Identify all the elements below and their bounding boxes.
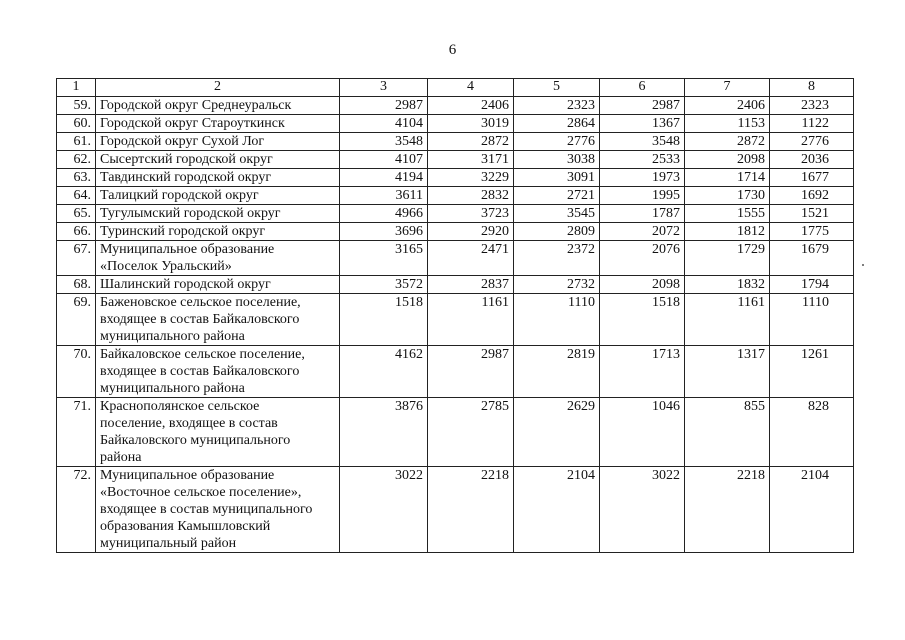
municipality-name — [96, 97, 340, 115]
row-number: 69. — [57, 294, 96, 346]
value-cell: 3572 — [340, 276, 428, 294]
table-row — [57, 97, 854, 115]
value-cell: 1261 — [770, 346, 854, 398]
row-number: 72. — [57, 467, 96, 553]
table-row — [57, 169, 854, 187]
value-cell: 1317 — [685, 346, 770, 398]
value-cell: 1677 — [770, 169, 854, 187]
municipality-name-line: поселение, входящее в состав — [100, 416, 278, 431]
municipality-name-line: Муниципальное образование — [100, 242, 275, 257]
municipality-name — [96, 115, 340, 133]
value-cell: 1367 — [600, 115, 685, 133]
page-number: 6 — [448, 42, 457, 58]
table-row — [57, 115, 854, 133]
column-header: 6 — [600, 79, 685, 97]
value-cell: 2076 — [600, 241, 685, 276]
value-cell: 2987 — [428, 346, 514, 398]
scan-speck — [862, 264, 864, 266]
value-cell: 2872 — [428, 133, 514, 151]
value-cell: 3876 — [340, 398, 428, 467]
value-cell: 1775 — [770, 223, 854, 241]
value-cell: 2832 — [428, 187, 514, 205]
value-cell: 2104 — [514, 467, 600, 553]
value-cell: 2533 — [600, 151, 685, 169]
table-row — [57, 151, 854, 169]
table-row — [57, 133, 854, 151]
municipality-name-line: Муниципальное образование — [100, 468, 275, 483]
value-cell: 1794 — [770, 276, 854, 294]
table-body — [57, 97, 854, 553]
value-cell: 2323 — [770, 97, 854, 115]
value-cell: 2218 — [685, 467, 770, 553]
value-cell: 4194 — [340, 169, 428, 187]
value-cell: 2036 — [770, 151, 854, 169]
value-cell: 1679 — [770, 241, 854, 276]
value-cell: 2819 — [514, 346, 600, 398]
municipality-name-line: муниципального района — [100, 381, 245, 396]
value-cell: 2809 — [514, 223, 600, 241]
value-cell: 1518 — [600, 294, 685, 346]
value-cell: 1122 — [770, 115, 854, 133]
value-cell: 2721 — [514, 187, 600, 205]
header-row — [57, 79, 854, 97]
value-cell: 3696 — [340, 223, 428, 241]
municipality-name-line: входящее в состав муниципального — [100, 502, 313, 517]
data-table — [56, 78, 854, 553]
municipality-name — [96, 346, 340, 398]
row-number: 59. — [57, 97, 96, 115]
municipality-name — [96, 241, 340, 276]
row-number: 71. — [57, 398, 96, 467]
row-number: 70. — [57, 346, 96, 398]
column-header: 4 — [428, 79, 514, 97]
value-cell: 3171 — [428, 151, 514, 169]
value-cell: 2471 — [428, 241, 514, 276]
value-cell: 2785 — [428, 398, 514, 467]
table-row — [57, 467, 854, 553]
value-cell: 828 — [770, 398, 854, 467]
value-cell: 2837 — [428, 276, 514, 294]
municipality-name-line: Талицкий городской округ — [100, 188, 259, 203]
value-cell: 2732 — [514, 276, 600, 294]
row-number: 64. — [57, 187, 96, 205]
value-cell: 2406 — [685, 97, 770, 115]
value-cell: 1812 — [685, 223, 770, 241]
value-cell: 3038 — [514, 151, 600, 169]
value-cell: 1153 — [685, 115, 770, 133]
municipality-name-line: Шалинский городской округ — [100, 277, 271, 292]
value-cell: 4162 — [340, 346, 428, 398]
value-cell: 1714 — [685, 169, 770, 187]
value-cell: 2864 — [514, 115, 600, 133]
value-cell: 2406 — [428, 97, 514, 115]
value-cell: 1973 — [600, 169, 685, 187]
table-row — [57, 205, 854, 223]
table-row — [57, 241, 854, 276]
value-cell: 855 — [685, 398, 770, 467]
column-header: 8 — [770, 79, 854, 97]
value-cell: 2372 — [514, 241, 600, 276]
municipality-name-line: Городской округ Сухой Лог — [100, 134, 265, 149]
value-cell: 3229 — [428, 169, 514, 187]
value-cell: 1787 — [600, 205, 685, 223]
municipality-name — [96, 276, 340, 294]
value-cell: 4107 — [340, 151, 428, 169]
municipality-name — [96, 223, 340, 241]
value-cell: 3545 — [514, 205, 600, 223]
column-header: 2 — [96, 79, 340, 97]
municipality-name-line: Байкаловского муниципального — [100, 433, 291, 448]
value-cell: 1521 — [770, 205, 854, 223]
municipality-name-line: образования Камышловский — [100, 519, 271, 534]
municipality-name-line: муниципального района — [100, 329, 245, 344]
column-header: 3 — [340, 79, 428, 97]
municipality-name-line: Баженовское сельское поселение, — [100, 295, 301, 310]
row-number: 60. — [57, 115, 96, 133]
value-cell: 2987 — [600, 97, 685, 115]
municipality-name-line: Тавдинский городской округ — [100, 170, 272, 185]
value-cell: 2218 — [428, 467, 514, 553]
municipality-name — [96, 187, 340, 205]
municipality-name — [96, 398, 340, 467]
value-cell: 2098 — [685, 151, 770, 169]
value-cell: 2104 — [770, 467, 854, 553]
municipality-name-line: района — [100, 450, 142, 465]
row-number: 65. — [57, 205, 96, 223]
value-cell: 3019 — [428, 115, 514, 133]
value-cell: 1995 — [600, 187, 685, 205]
value-cell: 1110 — [514, 294, 600, 346]
municipality-name-line: Сысертский городской округ — [100, 152, 273, 167]
value-cell: 1692 — [770, 187, 854, 205]
value-cell: 3022 — [340, 467, 428, 553]
value-cell: 2098 — [600, 276, 685, 294]
table-row — [57, 294, 854, 346]
municipality-name-line: Байкаловское сельское поселение, — [100, 347, 305, 362]
municipality-name — [96, 151, 340, 169]
value-cell: 3548 — [600, 133, 685, 151]
municipality-name-line: «Восточное сельское поселение», — [100, 485, 302, 500]
value-cell: 3165 — [340, 241, 428, 276]
municipality-name-line: входящее в состав Байкаловского — [100, 364, 300, 379]
value-cell: 4104 — [340, 115, 428, 133]
value-cell: 1713 — [600, 346, 685, 398]
municipality-name-line: Тугулымский городской округ — [100, 206, 281, 221]
municipality-name-line: муниципальный район — [100, 536, 237, 551]
column-header: 1 — [57, 79, 96, 97]
table-row — [57, 398, 854, 467]
value-cell: 2629 — [514, 398, 600, 467]
value-cell: 2872 — [685, 133, 770, 151]
municipality-name — [96, 169, 340, 187]
value-cell: 1046 — [600, 398, 685, 467]
value-cell: 2323 — [514, 97, 600, 115]
municipality-name — [96, 205, 340, 223]
value-cell: 1730 — [685, 187, 770, 205]
row-number: 67. — [57, 241, 96, 276]
value-cell: 1832 — [685, 276, 770, 294]
value-cell: 2920 — [428, 223, 514, 241]
value-cell: 1161 — [685, 294, 770, 346]
column-header: 5 — [514, 79, 600, 97]
municipality-name — [96, 467, 340, 553]
value-cell: 2987 — [340, 97, 428, 115]
value-cell: 2776 — [514, 133, 600, 151]
value-cell: 3091 — [514, 169, 600, 187]
municipality-name-line: Городской округ Староуткинск — [100, 116, 285, 131]
value-cell: 1729 — [685, 241, 770, 276]
value-cell: 3022 — [600, 467, 685, 553]
municipality-name-line: Городской округ Среднеуральск — [100, 98, 292, 113]
value-cell: 2776 — [770, 133, 854, 151]
value-cell: 3548 — [340, 133, 428, 151]
municipality-name-line: входящее в состав Байкаловского — [100, 312, 300, 327]
value-cell: 1518 — [340, 294, 428, 346]
municipality-name — [96, 294, 340, 346]
value-cell: 2072 — [600, 223, 685, 241]
value-cell: 1555 — [685, 205, 770, 223]
table-row — [57, 223, 854, 241]
value-cell: 1110 — [770, 294, 854, 346]
row-number: 61. — [57, 133, 96, 151]
value-cell: 3723 — [428, 205, 514, 223]
municipality-name-line: Туринский городской округ — [100, 224, 266, 239]
row-number: 62. — [57, 151, 96, 169]
municipality-name-line: Краснополянское сельское — [100, 399, 260, 414]
municipality-name — [96, 133, 340, 151]
table-row — [57, 187, 854, 205]
table-row — [57, 346, 854, 398]
municipality-name-line: «Поселок Уральский» — [100, 259, 232, 274]
table-row — [57, 276, 854, 294]
row-number: 66. — [57, 223, 96, 241]
value-cell: 3611 — [340, 187, 428, 205]
value-cell: 1161 — [428, 294, 514, 346]
row-number: 68. — [57, 276, 96, 294]
column-header: 7 — [685, 79, 770, 97]
value-cell: 4966 — [340, 205, 428, 223]
row-number: 63. — [57, 169, 96, 187]
